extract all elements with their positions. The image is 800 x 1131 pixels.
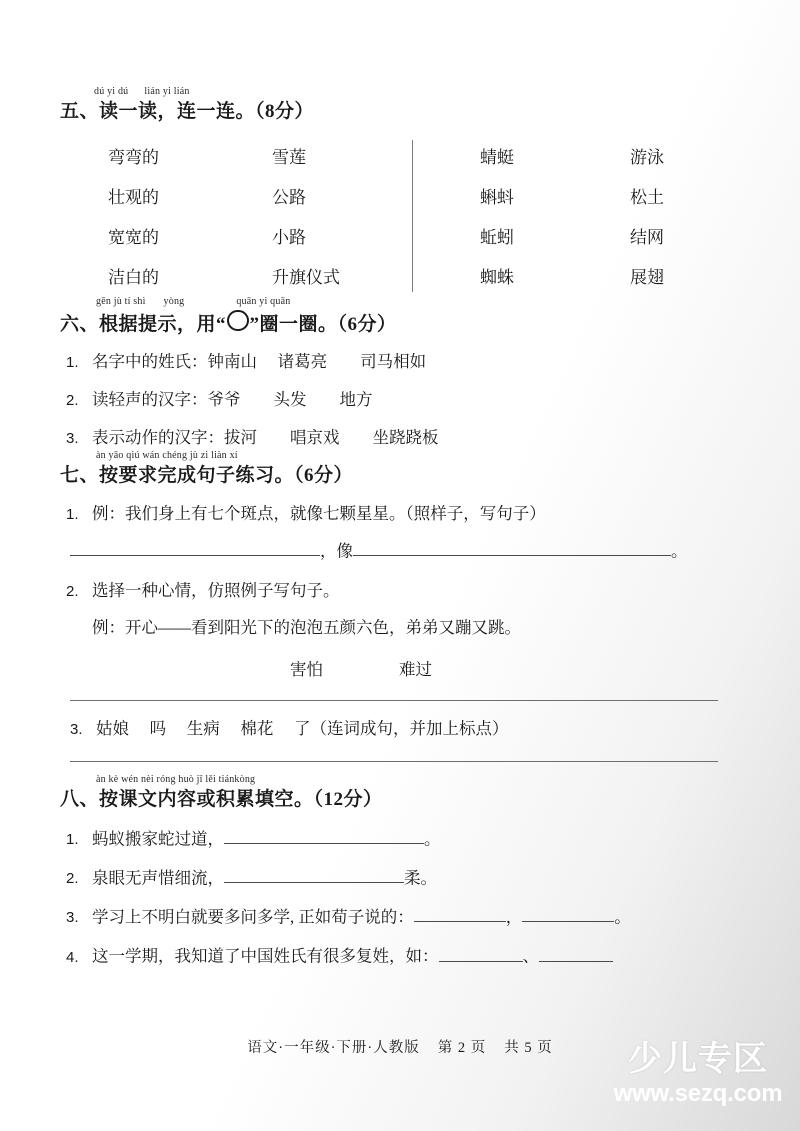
example-text: 例：开心——看到阳光下的泡泡五颜六色，弟弟又蹦又跳。 — [92, 618, 521, 638]
section-five-points: （8分） — [255, 101, 315, 122]
section-seven-points: （6分） — [294, 465, 354, 487]
section-five-heading — [60, 86, 732, 124]
fill-blank[interactable] — [522, 904, 614, 922]
match-word[interactable]: 弯弯的 — [108, 147, 159, 167]
list-item[interactable] — [60, 426, 732, 450]
match-word[interactable]: 宽宽的 — [108, 227, 159, 247]
item-index: 4. — [66, 948, 79, 966]
item-text: 蚂蚁搬家蛇过道， — [92, 828, 224, 848]
match-word[interactable]: 结网 — [630, 227, 664, 247]
match-word[interactable]: 展翅 — [630, 267, 664, 287]
mood-choice-fear[interactable]: 害怕 — [290, 659, 323, 679]
watermark-brand: 少儿专区 — [628, 1040, 768, 1078]
section-six-number: 六、 — [60, 313, 100, 335]
fill-blank[interactable] — [539, 943, 613, 961]
section-seven — [60, 450, 732, 762]
section-six — [60, 296, 732, 450]
pinyin-text: àn yāo qiú wán chéng jù zi liàn xí — [96, 450, 238, 462]
match-word[interactable]: 蜘蛛 — [480, 267, 514, 287]
match-column-adjectives — [108, 138, 159, 298]
mood-choices — [60, 656, 732, 680]
match-word[interactable]: 松土 — [630, 187, 664, 207]
fill-blank[interactable] — [439, 943, 523, 961]
answer-blank[interactable] — [70, 538, 320, 556]
item-index: 1. — [66, 830, 79, 848]
mood-choice-sad[interactable]: 难过 — [399, 659, 432, 679]
item-text: 这一学期，我知道了中国姓氏有很多复姓，如： — [92, 946, 439, 966]
section-six-heading — [60, 296, 732, 337]
item-middle: ， — [505, 907, 523, 927]
item-text: 名字中的姓氏：钟南山 诸葛亮 司马相如 — [92, 352, 427, 372]
section-five-title: 读一读，连一连。 — [99, 101, 256, 122]
item-middle: 、 — [522, 946, 539, 966]
fill-blank[interactable] — [224, 865, 404, 883]
pinyin-text: yòng — [163, 295, 185, 307]
pinyin-text: quān yi quān — [236, 295, 291, 307]
item-index: 2. — [66, 583, 79, 601]
item-text: 学习上不明白就要多问多学, 正如荀子说的： — [92, 907, 414, 927]
example-sentence — [60, 616, 732, 640]
item-index: 3. — [66, 430, 79, 448]
section-eight-heading — [60, 774, 732, 812]
list-item[interactable] — [60, 579, 732, 603]
section-seven-heading — [60, 450, 732, 488]
item-suffix: 。 — [424, 828, 441, 848]
match-word[interactable]: 公路 — [272, 187, 306, 207]
item-index: 2. — [66, 392, 79, 410]
item-text: 表示动作的汉字：拔河 唱京戏 坐跷跷板 — [92, 428, 439, 448]
fill-blank[interactable] — [414, 904, 506, 922]
pinyin-text: dú yi dú — [94, 86, 129, 97]
page-content — [60, 86, 732, 969]
fill-blank[interactable] — [224, 826, 424, 844]
answer-row-sentence — [60, 538, 732, 563]
section-five-number: 五、 — [60, 101, 100, 122]
item-index: 1. — [66, 505, 79, 523]
item-suffix: 柔。 — [404, 868, 437, 888]
item-index: 3. — [66, 909, 79, 927]
match-word[interactable]: 游泳 — [630, 147, 664, 167]
item-text: 读轻声的汉字：爷爷 头发 地方 — [92, 390, 373, 410]
section-seven-pinyin — [60, 450, 238, 464]
pinyin-text: àn kè wén nèi róng huò jī lěi tiánkòng — [96, 773, 256, 785]
section-six-title-after: ”圈一圈。 — [249, 313, 338, 335]
answer-line[interactable] — [70, 700, 718, 701]
section-eight-number: 八、 — [60, 788, 100, 810]
watermark-url: www.sezq.com — [613, 1080, 783, 1107]
section-eight-title: 按课文内容或积累填空。 — [99, 788, 314, 810]
match-word[interactable]: 壮观的 — [108, 187, 159, 207]
match-word[interactable]: 洁白的 — [108, 267, 159, 287]
list-item[interactable] — [60, 826, 732, 851]
list-item[interactable] — [60, 350, 732, 374]
section-six-pinyin — [60, 296, 290, 310]
section-seven-title: 按要求完成句子练习。 — [99, 465, 295, 487]
list-item[interactable] — [60, 943, 732, 968]
match-word[interactable]: 升旗仪式 — [272, 267, 340, 287]
item-text: 例：我们身上有七个斑点，就像七颗星星。（照样子，写句子） — [92, 503, 546, 523]
column-divider — [412, 140, 413, 292]
list-item[interactable] — [60, 717, 732, 741]
match-word[interactable]: 蜻蜓 — [480, 147, 514, 167]
match-column-insects — [480, 138, 514, 298]
answer-comma: ， — [320, 541, 337, 561]
section-seven-number: 七、 — [60, 465, 100, 487]
section-eight — [60, 774, 732, 969]
circle-icon — [227, 310, 248, 331]
pinyin-text: lián yi lián — [144, 86, 190, 97]
item-index: 3. — [70, 720, 83, 738]
footer-subject: 语文·一年级·下册·人教版 — [247, 1040, 420, 1056]
list-item[interactable] — [60, 904, 732, 929]
section-six-title-before: 根据提示，用“ — [99, 313, 227, 335]
match-column-actions — [630, 138, 664, 298]
match-word[interactable]: 蝌蚪 — [480, 187, 514, 207]
item-suffix: 。 — [614, 907, 631, 927]
list-item[interactable] — [60, 502, 732, 526]
item-text: 选择一种心情，仿照例子写句子。 — [92, 581, 340, 601]
answer-line[interactable] — [70, 761, 718, 762]
watermark-logo — [604, 1042, 792, 1109]
section-eight-points: （12分） — [313, 788, 383, 810]
item-text: 姑娘 吗 生病 棉花 了（连词成句，并加上标点） — [96, 718, 509, 738]
list-item[interactable] — [60, 865, 732, 890]
section-six-points: （6分） — [337, 313, 397, 335]
item-text: 泉眼无声惜细流， — [92, 868, 224, 888]
pinyin-text: gēn jù tí shì — [96, 295, 146, 307]
match-column-nouns — [272, 138, 340, 298]
section-five — [60, 86, 732, 296]
item-index: 1. — [66, 354, 79, 372]
answer-blank[interactable] — [353, 538, 671, 556]
section-eight-pinyin — [60, 774, 255, 788]
footer-page-number: 第 2 页 — [437, 1040, 487, 1056]
match-word[interactable]: 蚯蚓 — [480, 227, 514, 247]
item-index: 2. — [66, 870, 79, 888]
matching-exercise — [60, 138, 732, 296]
answer-period: 。 — [671, 541, 688, 561]
list-item[interactable] — [60, 388, 732, 412]
answer-word: 像 — [336, 541, 353, 561]
section-five-pinyin — [60, 86, 190, 100]
match-word[interactable]: 雪莲 — [272, 147, 306, 167]
match-word[interactable]: 小路 — [272, 227, 306, 247]
footer-total-pages: 共 5 页 — [504, 1040, 553, 1056]
